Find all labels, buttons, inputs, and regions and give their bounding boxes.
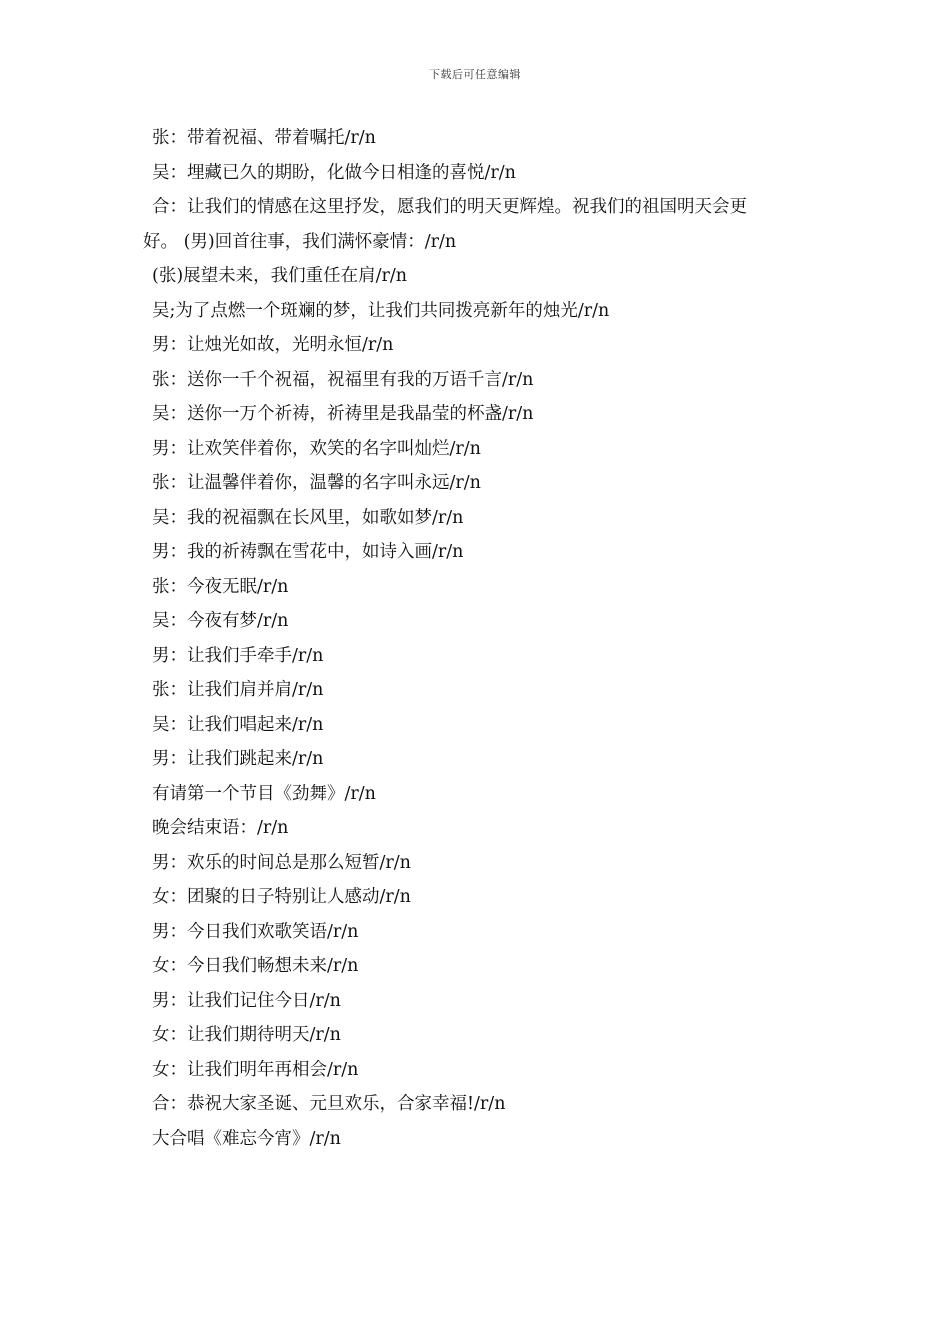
script-line: (张)展望未来，我们重任在肩/r/n <box>152 266 408 286</box>
page-header-note: 下载后可任意编辑 <box>429 68 521 81</box>
script-line: 男：让欢笑伴着你，欢笑的名字叫灿烂/r/n <box>152 438 481 459</box>
script-line: 女：让我们期待明天/r/n <box>152 1025 341 1045</box>
script-line: 女：让我们明年再相会/r/n <box>152 1059 359 1080</box>
script-line: 男：让我们手牵手/r/n <box>152 645 324 666</box>
script-line: 好。 (男)回首往事，我们满怀豪情：/r/n <box>143 231 457 252</box>
script-line: 张：带着祝福、带着嘱托/r/n <box>152 128 376 148</box>
script-line: 吴：让我们唱起来/r/n <box>152 714 324 735</box>
script-line: 女：团聚的日子特别让人感动/r/n <box>152 887 411 907</box>
script-line: 大合唱《难忘今宵》/r/n <box>152 1128 341 1149</box>
script-line: 张：让我们肩并肩/r/n <box>152 680 324 700</box>
script-line: 男：欢乐的时间总是那么短暂/r/n <box>152 852 411 873</box>
script-body <box>143 121 823 1156</box>
script-line: 合：恭祝大家圣诞、元旦欢乐，合家幸福!/r/n <box>152 1094 506 1114</box>
script-line: 吴：我的祝福飘在长风里，如歌如梦/r/n <box>152 507 464 528</box>
script-line: 张：今夜无眠/r/n <box>152 576 289 597</box>
script-line: 吴：送你一万个祈祷，祈祷里是我晶莹的杯盏/r/n <box>152 404 534 424</box>
script-line: 女：今日我们畅想未来/r/n <box>152 956 359 976</box>
script-line: 合：让我们的情感在这里抒发，愿我们的明天更辉煌。祝我们的祖国明天会更 <box>152 197 747 217</box>
script-line: 张：送你一千个祝福，祝福里有我的万语千言/r/n <box>152 369 534 390</box>
script-line: 张：让温馨伴着你，温馨的名字叫永远/r/n <box>152 473 481 493</box>
script-line: 晚会结束语：/r/n <box>152 818 289 838</box>
script-line: 男：让烛光如故，光明永恒/r/n <box>152 335 394 355</box>
script-line: 吴：埋藏已久的期盼，化做今日相逢的喜悦/r/n <box>152 162 516 183</box>
script-line: 男：让我们记住今日/r/n <box>152 990 341 1011</box>
script-line: 吴：今夜有梦/r/n <box>152 611 289 631</box>
script-line: 男：我的祈祷飘在雪花中，如诗入画/r/n <box>152 542 464 562</box>
script-line: 吴;为了点燃一个斑斓的梦，让我们共同拨亮新年的烛光/r/n <box>152 300 610 321</box>
script-line: 男：让我们跳起来/r/n <box>152 749 324 769</box>
script-line: 男：今日我们欢歌笑语/r/n <box>152 921 359 942</box>
script-line: 有请第一个节目《劲舞》/r/n <box>152 783 376 804</box>
